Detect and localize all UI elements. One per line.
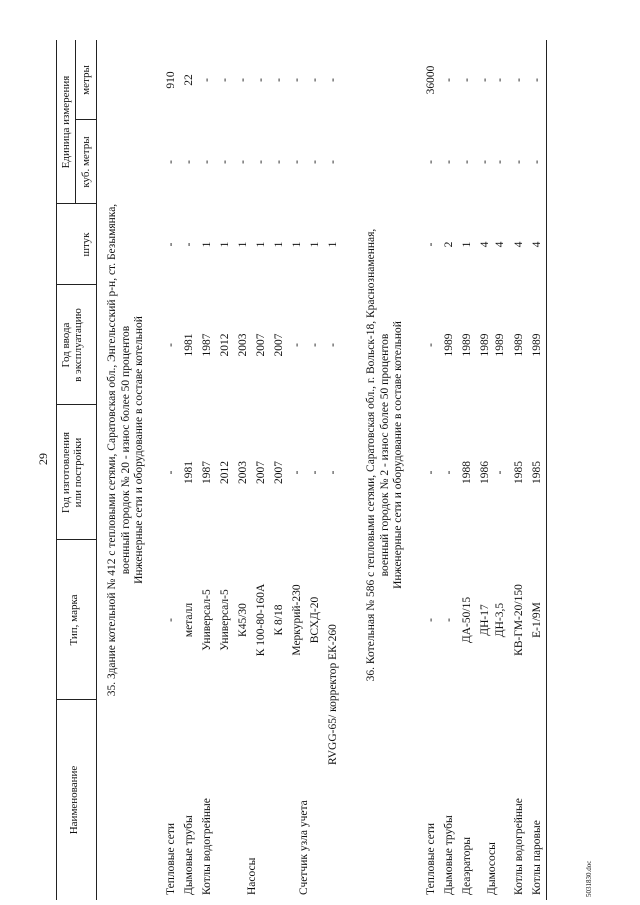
header-unit-m: метры xyxy=(80,65,92,95)
section-title: 36. Котельная № 586 с тепловыми сетями, Саратовская обл., г. Вольск-18, Краснознаменная, военный городок № 2 - износ более 50 процентов Инженерные сети и оборудование в составе котельной xyxy=(365,228,404,682)
cell-pcs: - xyxy=(165,242,177,247)
cell-pcs: 4 xyxy=(513,241,525,248)
cell-type: ВСХД-20 xyxy=(309,596,321,644)
cell-m3: - xyxy=(425,160,437,164)
cell-m: - xyxy=(327,78,339,82)
cell-pcs: 1 xyxy=(327,241,339,248)
cell-type: ДН-17 xyxy=(479,604,491,636)
cell-m: - xyxy=(494,78,506,82)
header-unit-pcs: штук xyxy=(80,232,92,257)
cell-pcs: 2 xyxy=(443,241,455,248)
cell-m3: - xyxy=(201,160,213,164)
cell-m: - xyxy=(461,78,473,82)
header-year-made: Год изготовления или постройки xyxy=(60,431,84,514)
cell-year-made: 1985 xyxy=(513,461,525,484)
cell-type: Меркурий-230 xyxy=(291,584,303,656)
page-number: 29 xyxy=(36,453,50,465)
cell-m: - xyxy=(273,78,285,82)
cell-year-in: - xyxy=(327,343,339,347)
cell-type: Е-1/9М xyxy=(531,602,543,638)
cell-year-made: - xyxy=(443,470,455,475)
cell-year-in: - xyxy=(425,343,437,347)
cell-year-in: 2007 xyxy=(273,333,285,357)
cell-m3: - xyxy=(219,160,231,164)
cell-name: Дымовые трубы xyxy=(443,815,455,895)
cell-year-made: 1985 xyxy=(531,461,543,484)
header-units-group: Единица измерения xyxy=(60,75,72,169)
cell-name: Деаэраторы xyxy=(461,837,473,895)
cell-m: - xyxy=(309,78,321,82)
cell-type: Универсал-5 xyxy=(219,589,231,651)
cell-type: - xyxy=(425,618,437,622)
cell-year-in: 2007 xyxy=(255,333,267,357)
cell-name: Тепловые сети xyxy=(165,823,177,895)
cell-pcs: 1 xyxy=(219,241,231,248)
cell-name: Тепловые сети xyxy=(425,823,437,895)
cell-year-made: - xyxy=(494,470,506,475)
cell-year-in: 2012 xyxy=(219,333,231,357)
section-title: 35. Здание котельной № 412 с тепловыми сетями, Саратовская обл., Энгельсский р-н, ст. Безымянка, военный городок № 20 - износ более 50 процентов Инженерные сети и оборудование в составе котельной xyxy=(106,203,145,697)
cell-name: Насосы xyxy=(246,857,258,895)
cell-year-in: 1989 xyxy=(494,333,506,357)
cell-name: Котлы водогрейные xyxy=(201,798,213,895)
cell-year-in: 1989 xyxy=(531,333,543,357)
cell-year-made: - xyxy=(309,470,321,475)
cell-type: - xyxy=(165,618,177,622)
cell-year-made: - xyxy=(425,470,437,475)
cell-m3: - xyxy=(479,160,491,164)
cell-m: - xyxy=(513,78,525,82)
cell-m: - xyxy=(237,78,249,82)
cell-pcs: 1 xyxy=(291,241,303,248)
cell-m: - xyxy=(443,78,455,82)
cell-m3: - xyxy=(494,160,506,164)
cell-pcs: - xyxy=(183,242,195,247)
cell-m3: - xyxy=(461,160,473,164)
cell-year-made: 2012 xyxy=(219,461,231,484)
cell-year-made: 1988 xyxy=(461,461,473,484)
cell-year-made: 2007 xyxy=(273,461,285,484)
table-header-rule xyxy=(96,40,97,900)
cell-m: 36000 xyxy=(425,65,437,95)
cell-year-in: - xyxy=(165,343,177,347)
cell-m3: - xyxy=(327,160,339,164)
cell-year-made: 1986 xyxy=(479,461,491,484)
cell-year-made: 1987 xyxy=(201,461,213,484)
cell-year-in: - xyxy=(291,343,303,347)
cell-m3: - xyxy=(291,160,303,164)
cell-year-in: 1989 xyxy=(443,333,455,357)
cell-name: Дымовые трубы xyxy=(183,815,195,895)
cell-m3: - xyxy=(273,160,285,164)
cell-year-in: 1981 xyxy=(183,333,195,357)
cell-pcs: 4 xyxy=(531,241,543,248)
header-name: Наименование xyxy=(68,765,80,835)
cell-m3: - xyxy=(237,160,249,164)
header-unit-m3: куб. метры xyxy=(80,136,92,188)
table-top-rule xyxy=(56,40,57,900)
cell-pcs: - xyxy=(425,242,437,247)
cell-m: 22 xyxy=(183,74,195,86)
cell-m: 910 xyxy=(165,71,177,89)
cell-pcs: 1 xyxy=(255,241,267,248)
cell-type: - xyxy=(443,618,455,622)
cell-pcs: 1 xyxy=(201,241,213,248)
cell-year-in: 1989 xyxy=(461,333,473,357)
units-group-rule xyxy=(75,40,76,204)
cell-m: - xyxy=(291,78,303,82)
cell-type: К45/30 xyxy=(237,603,249,637)
cell-name: Котлы паровые xyxy=(531,820,543,895)
cell-m3: - xyxy=(165,160,177,164)
cell-year-made: 1981 xyxy=(183,461,195,484)
cell-pcs: 1 xyxy=(309,241,321,248)
cell-year-made: - xyxy=(327,470,339,475)
cell-type: ДА-50/15 xyxy=(461,596,473,644)
cell-m: - xyxy=(255,78,267,82)
cell-year-made: - xyxy=(291,470,303,475)
cell-pcs: 1 xyxy=(237,241,249,248)
footer-code: 5031830.doc xyxy=(585,860,593,897)
cell-name: Котлы водогрейные xyxy=(513,798,525,895)
cell-year-in: 1987 xyxy=(201,333,213,357)
cell-year-in: 1989 xyxy=(479,333,491,357)
cell-year-in: - xyxy=(309,343,321,347)
cell-m: - xyxy=(531,78,543,82)
cell-pcs: 1 xyxy=(461,241,473,248)
cell-m3: - xyxy=(531,160,543,164)
cell-m: - xyxy=(201,78,213,82)
cell-type: К 8/18 xyxy=(273,604,285,636)
cell-type: КВ-ГМ-20/150 xyxy=(513,584,525,656)
cell-year-in: 2003 xyxy=(237,333,249,357)
cell-type: RVGG-65/ корректор ЕК-260 xyxy=(327,624,339,765)
cell-name: Счетчик узла учета xyxy=(298,800,310,895)
cell-pcs: 1 xyxy=(273,241,285,248)
cell-year-made: - xyxy=(165,470,177,475)
cell-m: - xyxy=(479,78,491,82)
table-bottom-rule xyxy=(546,40,547,900)
cell-name: Дымососы xyxy=(486,842,498,895)
cell-type: металл xyxy=(183,602,195,638)
cell-type: ДН-3,5 xyxy=(494,602,506,638)
cell-m3: - xyxy=(183,160,195,164)
cell-year-made: 2007 xyxy=(255,461,267,484)
cell-m3: - xyxy=(309,160,321,164)
cell-pcs: 4 xyxy=(494,241,506,248)
cell-type: К 100-80-160А xyxy=(255,583,267,657)
cell-pcs: 4 xyxy=(479,241,491,248)
cell-m3: - xyxy=(443,160,455,164)
cell-type: Универсал-5 xyxy=(201,589,213,651)
header-year-in: Год ввода в эксплуатацию xyxy=(60,308,84,382)
cell-m: - xyxy=(219,78,231,82)
cell-m3: - xyxy=(513,160,525,164)
cell-m3: - xyxy=(255,160,267,164)
header-type: Тип, марка xyxy=(68,594,80,646)
cell-year-made: 2003 xyxy=(237,461,249,484)
cell-year-in: 1989 xyxy=(513,333,525,357)
